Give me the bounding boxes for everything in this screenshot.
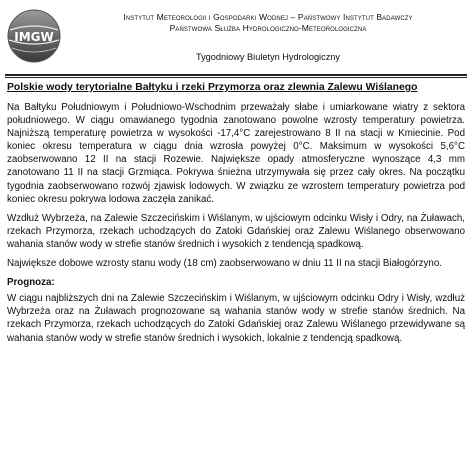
header-divider-thin [5,77,467,78]
logo-lettering: IMGW [14,30,54,44]
paragraph-prognosis: W ciągu najbliższych dni na Zalewie Szczecińskim i Wiślanym, w ujściowym odcinku Odry i Wisły, wzdłuż Wybrzeża oraz na Żuławach prognozowane są wahania stanów wody w strefie stanów średnich. Na rzekach Przymorza, rzekach uchodzących do Zatoki Gdańskiej oraz Zalewu Wiślanego przewidywane są wahania stanów wody w strefie stanów średnich i wysokich, lokalnie z tendencją spadkową. [7,293,465,344]
prognosis-label: Prognoza: [7,277,55,289]
article-title: Polskie wody terytorialne Bałtyku i rzeki Przymorza oraz zlewnia Zalewu Wiślanego [7,82,418,93]
institute-name [70,12,466,34]
article-body [7,81,465,351]
institute-line-1: Instytut Meteorologii i Gospodarki Wodnej – Państwowy Instytut Badawczy [123,12,413,22]
document-header [0,0,472,72]
paragraph-water-levels: Wzdłuż Wybrzeża, na Zalewie Szczecińskim i Wiślanym, w ujściowym odcinku Wisły i Odry, na Żuławach, rzekach Przymorza, rzekach uchodzących do Zatoki Gdańskiej oraz Zalewu Wiślanego obserwowano wahania stanów wody w strefie stanów średnich i wysokich z tendencją spadkową. [7,212,465,250]
header-divider [5,74,467,76]
paragraph-weather: Na Bałtyku Południowym i Południowo-Wschodnim przeważały słabe i umiarkowane wiatry z sektora południowego. W ciągu omawianego tygodnia zanotowano powolne wzrosty temperatury powietrza. Najniższą temperaturę powietrza w wysokości -17,4°C zarejestrowano 8 II na stacji w Kmiecinie. Pod koniec okresu temperatura w ciągu dnia wzrosła powyżej 0°C. Maksimum w wysokości 5,6°C zaobserwowano 12 II na stacji Rozewie. Największe opady atmosferyczne wynoszące 4,3 mm zanotowano 11 II na stacji Grzmiąca. Pokrywa śnieżna utrzymywała się przez cały okres. Na początku tygodnia zaobserwowano rozwój zjawisk lodowych. W związku ze wzrostem temperatury powietrza pod koniec okresu pokrywa lodowa zaczęła zanikać. [7,102,465,205]
paragraph-max-rise: Największe dobowe wzrosty stanu wody (18 cm) zaobserwowano w dniu 11 II na stacji Białogórzyno. [7,258,442,270]
bulletin-title: Tygodniowy Biuletyn Hydrologiczny [195,52,340,62]
institute-line-2: Państwowa Służba Hydrologiczno-Meteorologiczna [169,23,367,33]
imgw-logo [6,8,62,64]
